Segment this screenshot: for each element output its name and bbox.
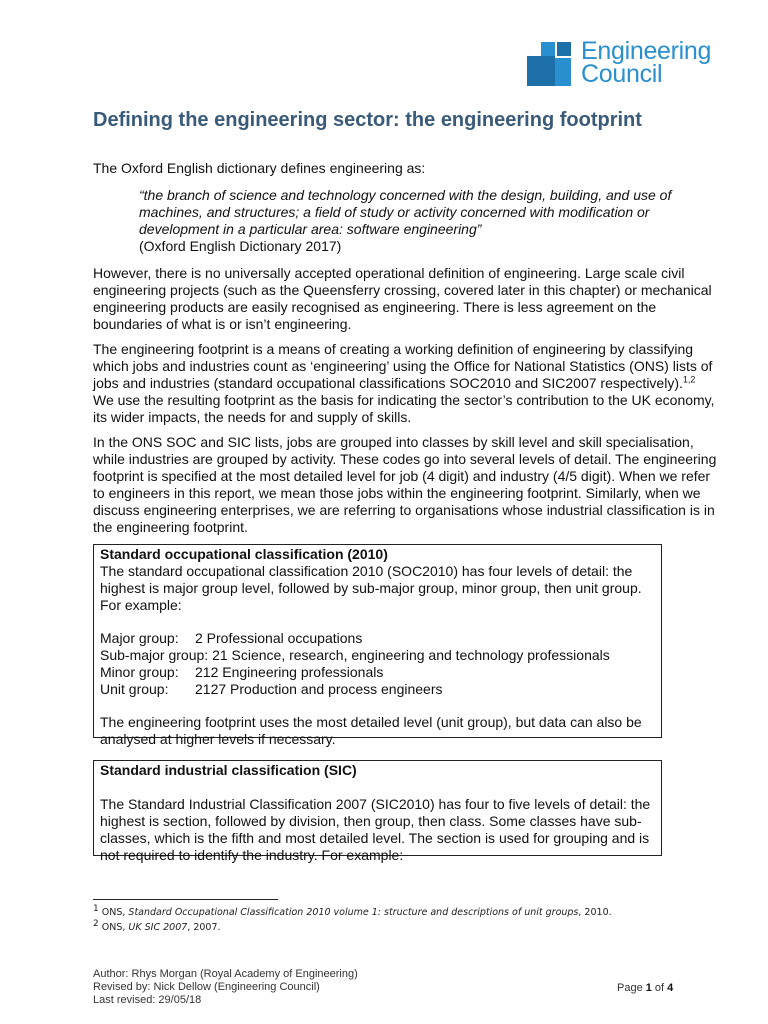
footer-last-revised: Last revised: 29/05/18 — [93, 994, 202, 1006]
soc-example-value: 21 Science, research, engineering and technology professionals — [212, 647, 610, 663]
footnote-text: ONS, — [101, 922, 129, 933]
engineering-council-logo — [527, 37, 717, 88]
soc-box-title: Standard occupational classification (2010) — [100, 546, 388, 562]
footnote-title: UK SIC 2007 — [128, 922, 188, 933]
soc-example-row — [100, 630, 655, 647]
sic-box — [93, 760, 662, 863]
page-number — [617, 982, 673, 994]
paragraph-3: In the ONS SOC and SIC lists, jobs are grouped into classes by skill level and skill specialisation, while industries are grouped by activity. These codes go into several levels of detail. The engineering footprint is specified at the most detailed level for job (4 digit) and industry (4/5 digit). When we refer to engineers in this report, we mean those jobs within the engineering footprint. Similarly, when we discuss engineering enterprises, we are referring to organisations whose industrial classification is in the engineering footprint. — [93, 434, 717, 535]
soc-example-value: 2127 Production and process engineers — [195, 681, 443, 697]
soc-example-label: Sub-major group: — [100, 647, 209, 663]
soc-example-row — [100, 681, 655, 698]
soc-box-intro: The standard occupational classification 2010 (SOC2010) has four levels of detail: the highest is major group level, followed by sub-major group, minor group, then unit group. For example: — [100, 563, 642, 613]
page-total: 4 — [667, 982, 674, 994]
paragraph-2 — [93, 341, 718, 426]
footnote-1 — [93, 903, 612, 918]
logo-mark-icon — [527, 42, 571, 86]
page-label: Page — [617, 982, 646, 994]
soc-example-label: Unit group: — [100, 681, 169, 697]
footnote-number: 2 — [93, 918, 99, 929]
footnote-title: Standard Occupational Classification 2010 volume 1: structure and descriptions of unit groups — [128, 907, 579, 918]
footnote-divider — [93, 899, 278, 900]
footnote-number: 1 — [93, 903, 99, 914]
soc-examples — [100, 630, 655, 698]
main-content — [93, 160, 718, 878]
footnote-ref[interactable]: 1,2 — [682, 374, 696, 385]
footnote-text: , 2007. — [187, 922, 221, 933]
sic-box-text: The Standard Industrial Classification 2007 (SIC2010) has four to five levels of detail: the highest is section, followed by division, then group, then class. Some classes have sub-classes, which is the fifth and most detailed level. The section is used for grouping and is not required to identify the industry. For example: — [100, 796, 651, 863]
footnote-2 — [93, 918, 221, 933]
footnote-text: , 2010. — [578, 907, 612, 918]
soc-box-outro: The engineering footprint uses the most detailed level (unit group), but data can also be analysed at higher levels if necessary. — [100, 714, 642, 747]
footnote-text: ONS, — [101, 907, 129, 918]
page-footer — [93, 968, 358, 1007]
soc-example-value: 2 Professional occupations — [195, 630, 363, 646]
intro-paragraph: The Oxford English dictionary defines engineering as: — [93, 160, 426, 176]
soc-example-row — [100, 664, 655, 681]
logo-line-2: Council — [581, 60, 663, 88]
soc-example-label: Minor group: — [100, 664, 179, 680]
quote-text: “the branch of science and technology concerned with the design, building, and use of machines, and structures; a field of study or activity concerned with modification or development in a particular area: software engineering” — [139, 187, 672, 237]
page-current: 1 — [645, 982, 652, 994]
logo-wordmark — [581, 37, 712, 88]
paragraph-2-text-cont: We use the resulting footprint as the basis for indicating the sector’s contribution to the UK economy, its wider impacts, the needs for and supply of skills. — [93, 392, 715, 425]
footer-author: Author: Rhys Morgan (Royal Academy of Engineering) — [93, 968, 358, 980]
soc-example-value: 212 Engineering professionals — [195, 664, 384, 680]
soc-box — [93, 544, 662, 747]
definition-quote — [139, 187, 709, 255]
quote-source: (Oxford English Dictionary 2017) — [139, 238, 342, 254]
page-of-label: of — [651, 982, 668, 994]
paragraph-1: However, there is no universally accepted operational definition of engineering. Large scale civil engineering projects (such as the Queensferry crossing, covered later in this chapter) or mechanical engineering products are easily recognised as engineering. There is less agreement on the boundaries of what is or isn’t engineering. — [93, 265, 712, 332]
logo-line-1: Engineering — [581, 37, 712, 65]
paragraph-2-text: The engineering footprint is a means of creating a working definition of engineering by classifying which jobs and industries count as ‘engineering’ using the Office for National Statistics (ONS) lists of jobs and industries (standard occupational classifications SOC2010 and SIC2007 respectively). — [93, 341, 713, 391]
soc-example-label: Major group: — [100, 630, 179, 646]
page-title: Defining the engineering sector: the engineering footprint — [93, 109, 642, 131]
footer-revised: Revised by: Nick Dellow (Engineering Council) — [93, 981, 320, 993]
sic-box-title: Standard industrial classification (SIC) — [100, 762, 357, 778]
soc-example-row — [100, 647, 655, 664]
